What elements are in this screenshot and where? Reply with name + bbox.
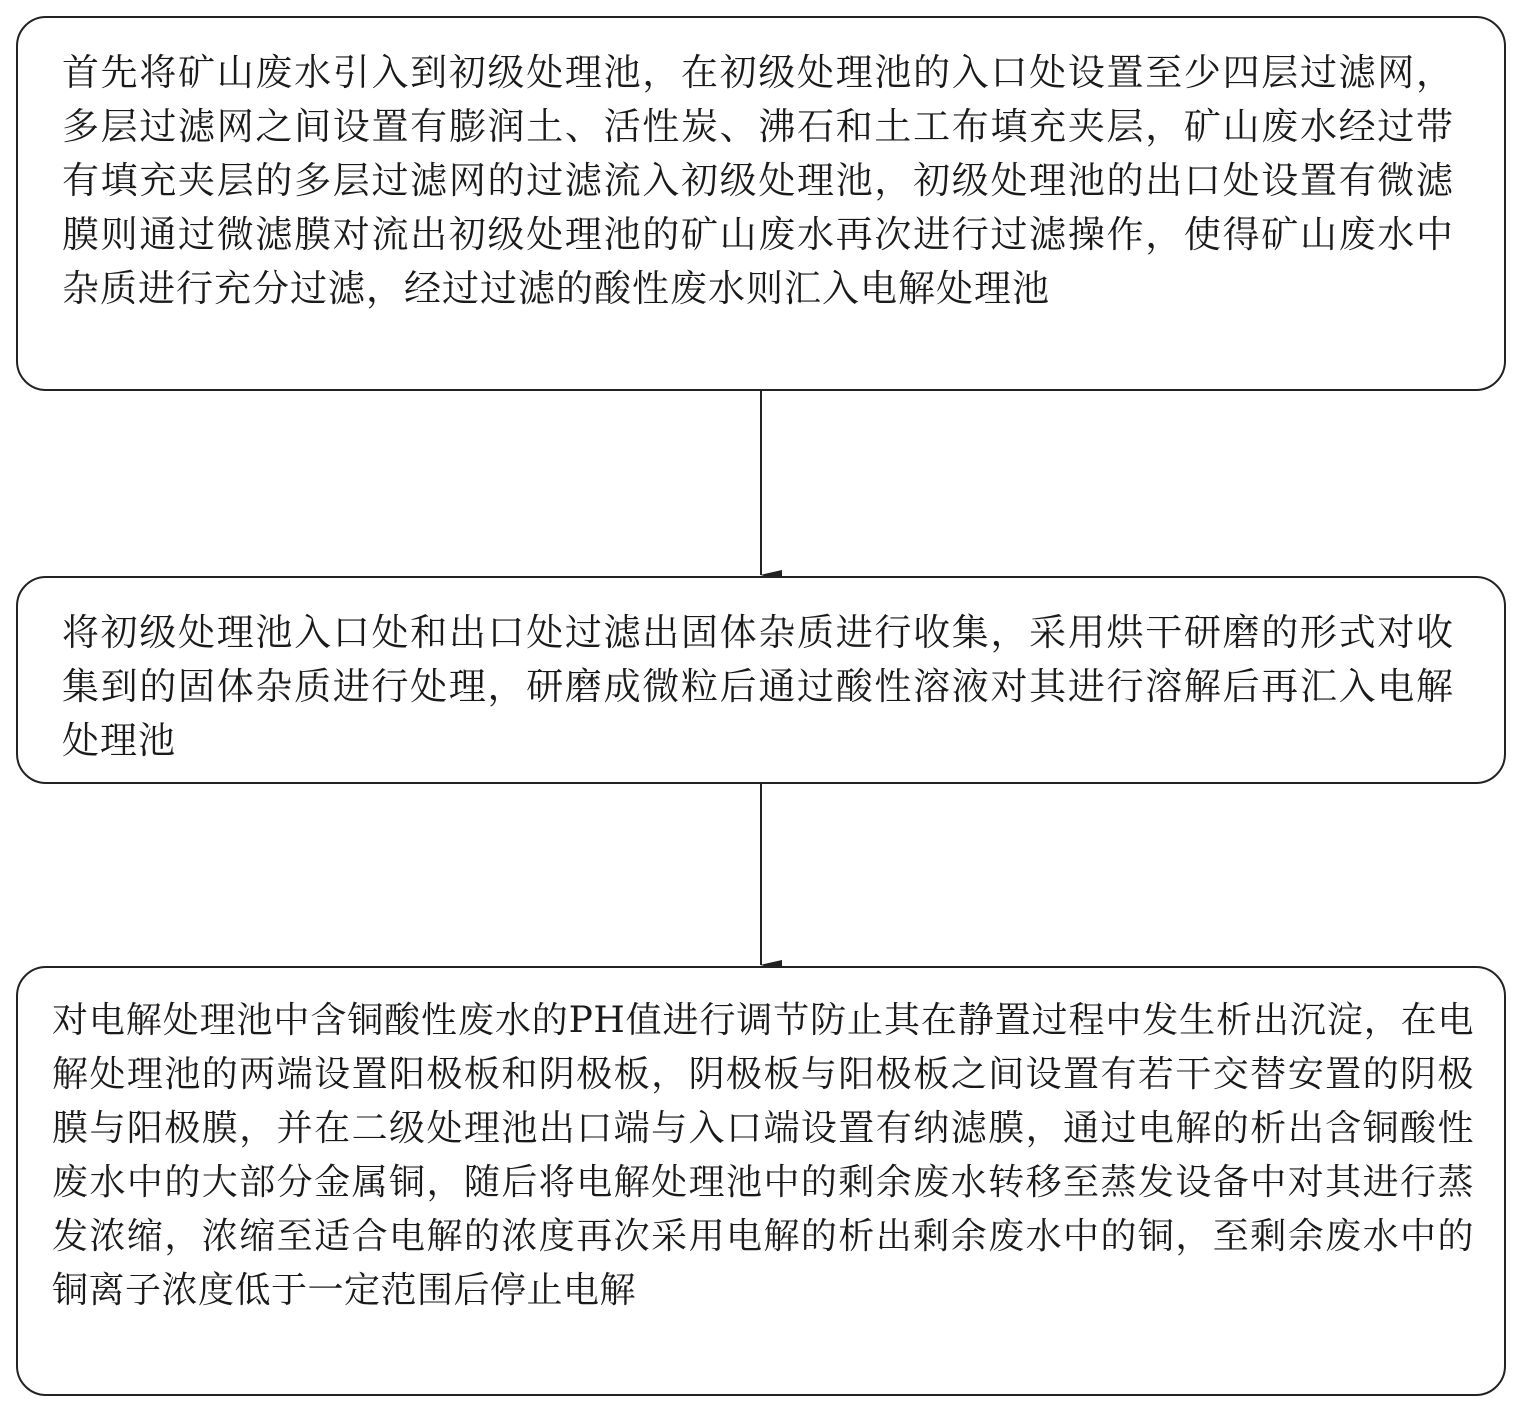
step-3-text: 对电解处理池中含铜酸性废水的PH值进行调节防止其在静置过程中发生析出沉淀，在电解处理池的两端设置阳极板和阴极板，阴极板与阳极板之间设置有若干交替安置的阴极膜与阳极膜，并在二级处理池出口端与入口端设置有纳滤膜，通过电解的析出含铜酸性废水中的大部分金属铜，随后将电解处理池中的剩余废水转移至蒸发设备中对其进行蒸发浓缩，浓缩至适合电解的浓度再次采用电解的析出剩余废水中的铜，至剩余废水中的铜离子浓度低于一定范围后停止电解 — [52, 1000, 1474, 1311]
step-1-text: 首先将矿山废水引入到初级处理池，在初级处理池的入口处设置至少四层过滤网，多层过滤网之间设置有膨润土、活性炭、沸石和土工布填充夹层，矿山废水经过带有填充夹层的多层过滤网的过滤流入初级处理池，初级处理池的出口处设置有微滤膜则通过微滤膜对流出初级处理池的矿山废水再次进行过滤操作，使得矿山废水中杂质进行充分过滤，经过过滤的酸性废水则汇入电解处理池 — [62, 51, 1454, 310]
step-1-box — [16, 16, 1506, 391]
step-2-box — [16, 576, 1506, 784]
step-3-box — [16, 966, 1506, 1396]
step-2-text: 将初级处理池入口处和出口处过滤出固体杂质进行收集，采用烘干研磨的形式对收集到的固体杂质进行处理，研磨成微粒后通过酸性溶液对其进行溶解后再汇入电解处理池 — [62, 611, 1454, 762]
